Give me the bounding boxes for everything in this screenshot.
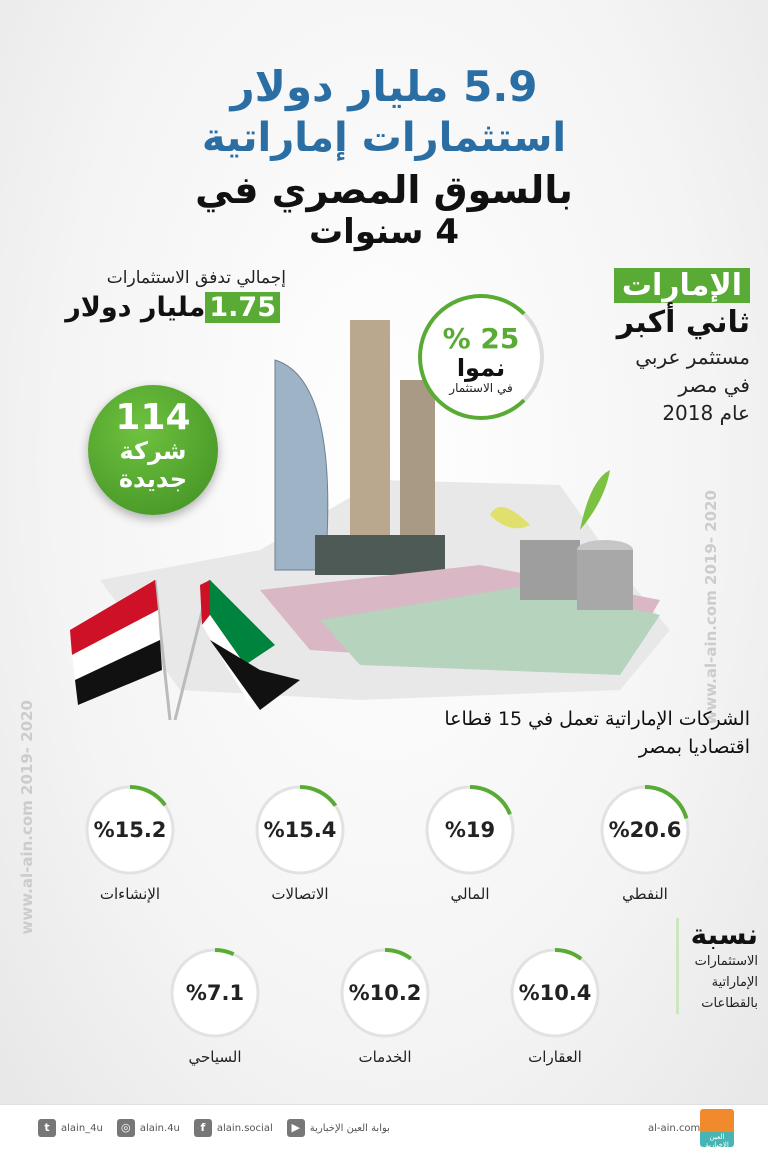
growth-badge (418, 294, 544, 420)
sectors-intro-line1: الشركات الإماراتية تعمل في 15 قطاعا (444, 708, 750, 730)
sector-ring (340, 948, 430, 1066)
sector-value: %15.4 (263, 818, 337, 842)
ratio-line3: بالقطاعات (701, 996, 758, 1011)
instagram-handle: alain.4u (139, 1122, 180, 1134)
footer (0, 1104, 768, 1151)
sector-ring (255, 785, 345, 903)
twitter-link[interactable] (38, 1119, 103, 1137)
sector-label: المالي (450, 885, 490, 903)
flow-amount: 1.75 (205, 292, 280, 323)
site-link[interactable]: al-ain.com (648, 1123, 701, 1134)
sector-label: الإنشاءات (99, 885, 161, 903)
twitter-icon: t (38, 1119, 56, 1137)
facebook-link[interactable] (194, 1119, 273, 1137)
uae-rank-block (560, 268, 750, 427)
logo (700, 1109, 734, 1147)
title-line-3: بالسوق المصري في (195, 168, 573, 212)
sector-value: %10.2 (348, 981, 422, 1005)
youtube-icon: ▶ (287, 1119, 305, 1137)
title-line-1: 5.9 مليار دولار (230, 62, 538, 111)
sector-value: %20.6 (608, 818, 682, 842)
flow-unit: مليار دولار (65, 292, 206, 323)
sector-ring (85, 785, 175, 903)
title-line-2: استثمارات إماراتية (201, 115, 567, 161)
growth-sub: في الاستثمار (449, 381, 513, 395)
social-links (38, 1119, 404, 1137)
companies-line1: شركة (119, 437, 187, 465)
growth-label: نموا (456, 354, 506, 382)
sector-ring (425, 785, 515, 903)
watermark-left (18, 700, 36, 934)
uae-line2: ثاني أكبر (616, 305, 750, 340)
watermark-site: www.al-ain.com (18, 800, 36, 935)
facebook-icon: f (194, 1119, 212, 1137)
new-companies-badge (88, 385, 218, 515)
sector-value: %19 (444, 818, 496, 842)
sector-label: الخدمات (358, 1048, 412, 1066)
companies-count: 114 (115, 397, 191, 438)
sector-label: السياحي (188, 1048, 242, 1066)
sector-label: النفطي (622, 885, 668, 903)
ratio-title: نسبة (690, 918, 758, 951)
sector-value: %15.2 (93, 818, 167, 842)
watermark-years: 2019- 2020 (702, 490, 720, 585)
flow-label: إجمالي تدفق الاستثمارات (106, 268, 286, 288)
sectors-intro (420, 705, 750, 761)
ratio-line2: الإماراتية (711, 975, 758, 990)
sector-value: %10.4 (518, 981, 592, 1005)
uae-line4: في مصر (678, 373, 750, 397)
instagram-link[interactable] (117, 1119, 180, 1137)
logo-text: العين الإخبارية (705, 1133, 729, 1149)
growth-percent: 25 % (442, 322, 520, 355)
uae-line3: مستثمر عربي (635, 345, 750, 369)
ratio-line1: الاستثمارات (694, 954, 758, 969)
sector-ring (600, 785, 690, 903)
title-line-4: 4 سنوات (309, 212, 459, 252)
instagram-icon: ◎ (117, 1119, 135, 1137)
watermark-site: www.al-ain.com (702, 590, 720, 725)
uae-line5: عام 2018 (662, 401, 750, 425)
sector-ring (170, 948, 260, 1066)
sector-ring (510, 948, 600, 1066)
sectors-intro-line2: اقتصاديا بمصر (638, 736, 750, 758)
sector-value: %7.1 (185, 981, 245, 1005)
youtube-handle: بوابة العين الإخبارية (309, 1122, 390, 1134)
youtube-link[interactable] (287, 1119, 390, 1137)
watermark-right (702, 490, 720, 724)
ratio-caption (676, 918, 758, 1014)
sector-label: العقارات (528, 1048, 582, 1066)
uae-tag: الإمارات (614, 268, 750, 303)
twitter-handle: alain_4u (61, 1122, 103, 1134)
facebook-handle: alain.social (216, 1122, 273, 1134)
sector-label: الاتصالات (271, 885, 329, 903)
watermark-years: 2019- 2020 (18, 700, 36, 795)
companies-line2: جديدة (118, 465, 188, 493)
